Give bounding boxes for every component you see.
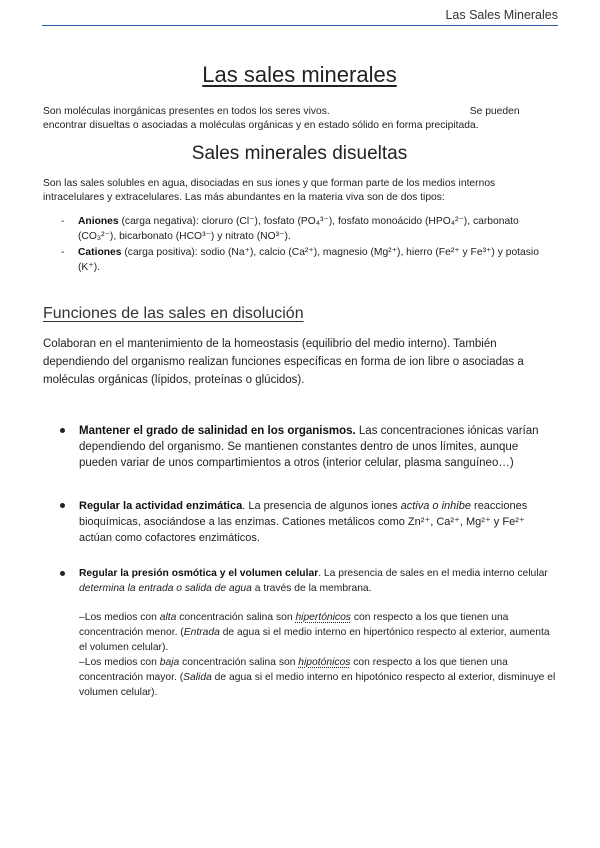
intro-text-1: Son moléculas inorgánicas presentes en todos los seres vivos. [43, 106, 330, 117]
bullet-osmotic-italic: determina la entrada o salida de agua [79, 583, 252, 594]
bullet-enzymatic-title: Regular la actividad enzimática [79, 500, 243, 512]
document-body [43, 62, 556, 700]
hyper-text-b: concentración salina son [179, 612, 293, 623]
hyper-text-a: –Los medios con [79, 612, 157, 623]
bullet-osmotic-text-2: a través de la membrana. [254, 583, 372, 594]
osmotic-details [43, 610, 556, 700]
hypo-text-b: concentración salina son [182, 657, 296, 668]
cationes-text: (carga positiva): sodio (Na⁺), calcio (Ca²⁺), magnesio (Mg²⁺), hierro (Fe²⁺ y Fe³⁺) y potasio (K⁺). [78, 247, 539, 273]
hypertonic-term: hipertónicos [295, 612, 351, 623]
bullet-dot-icon [60, 428, 65, 433]
page-title: Las sales minerales [202, 62, 397, 87]
bullet-dot-icon [60, 503, 65, 508]
hyper-text-d: de agua si el medio interno en hipertónico respecto al exterior, aumenta el volumen celular). [79, 627, 550, 653]
hyper-text-c: con respecto a los que tienen una concentración menor. ( [79, 612, 509, 638]
bullet-salinity-title: Mantener el grado de salinidad en los organismos. [79, 425, 356, 437]
aniones-label: Aniones [78, 216, 119, 227]
hypertonic-paragraph [79, 610, 556, 655]
dash-marker: - [61, 247, 65, 258]
header-divider [42, 25, 558, 26]
bullet-enzymatic-text-1: . La presencia de algunos iones [242, 500, 398, 512]
hypotonic-term: hipotónicos [298, 657, 351, 668]
list-item-aniones [43, 214, 556, 244]
hyper-alta: alta [159, 612, 177, 623]
list-item-cationes [43, 245, 556, 275]
bullet-salinity [43, 423, 556, 471]
functions-paragraph: Colaboran en el mantenimiento de la homeostasis (equilibrio del medio interno). También dependiendo del organismo realizan funciones específicas en forma de ion libre o asociadas a moléculas orgánicas (lípidos, proteínas o glúcidos). [43, 338, 524, 386]
aniones-text: (carga negativa): cloruro (Cl⁻), fosfato (PO₄³⁻), fosfato monoácido (HPO₄²⁻), carbonato (CO₃²⁻), bicarbonato (HCO³⁻) y nitrato (NO³⁻). [78, 216, 519, 242]
dissolved-paragraph: Son las sales solubles en agua, disociadas en sus iones y que forman parte de los medios internos intracelulares y extracelulares. Las más abundantes en la materia viva son de dos tipos: [43, 178, 496, 203]
hyper-entrada: Entrada [183, 627, 220, 638]
hypo-text-a: –Los medios con [79, 657, 157, 668]
hypotonic-paragraph [79, 655, 556, 700]
intro-text-2: Se pueden encontrar disueltas o asociadas a moléculas orgánicas y en estado sólido en forma precipitada. [43, 106, 520, 131]
cationes-label: Cationes [78, 247, 122, 258]
bullet-enzymatic [43, 498, 556, 546]
bullet-osmotic-title: Regular la presión osmótica y el volumen celular [79, 568, 319, 579]
bullet-dot-icon [60, 571, 65, 576]
bullet-salinity-text: Las concentraciones iónicas varían dependiendo del organismo. Se mantienen constantes dentro de unos límites, aunque pueden variar de unos compartimientos a otros (interior celular, plasma sanguíneo…) [79, 425, 539, 469]
page-header: Las Sales Minerales [445, 8, 558, 22]
dash-marker: - [61, 216, 65, 227]
hypo-salida: Salida [183, 672, 212, 683]
intro-paragraph [43, 105, 556, 133]
bullet-osmotic [43, 566, 556, 596]
ion-list [43, 214, 556, 275]
section-heading-dissolved: Sales minerales disueltas [191, 143, 408, 164]
bullet-enzymatic-italic: activa o inhibe [400, 500, 471, 512]
section-heading-functions: Funciones de las sales en disolución [43, 305, 304, 322]
hypo-baja: baja [159, 657, 180, 668]
bullet-osmotic-text-1: . La presencia de sales en el media interno celular [318, 568, 548, 579]
hypo-text-d: de agua si el medio interno en hipotónico respecto al exterior, disminuye el volumen celular). [79, 672, 556, 698]
hypo-text-c: con respecto a los que tienen una concentración mayor. ( [79, 657, 508, 683]
bullet-enzymatic-text-2: reacciones bioquímicas, asociándose a las enzimas. Cationes metálicos como Zn²⁺, Ca²⁺, Mg²⁺ y Fe²⁺ actúan como cofactores enzimáticos. [79, 500, 528, 544]
